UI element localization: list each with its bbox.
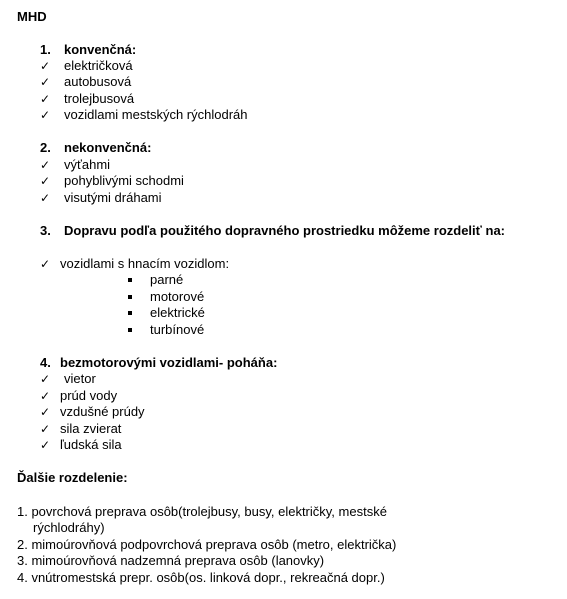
check-icon: ✓ [40,438,51,452]
list-item-label: autobusová [64,74,132,89]
further-item: 2. mimoúrovňová podpovrchová preprava osôb (metro, električka) [17,537,397,552]
square-bullet-icon [128,328,132,332]
square-bullet-icon [128,311,132,315]
section-3-heading: Dopravu podľa použitého dopravného prostriedku môžeme rozdeliť na: [64,223,505,238]
list-item-label: výťahmi [64,157,111,172]
list-item-label: prúd vody [60,388,118,403]
section-4-heading: bezmotorovými vozidlami- poháňa: [60,355,278,370]
list-item-label: sila zvierat [60,421,122,436]
check-icon: ✓ [40,75,51,89]
check-icon: ✓ [40,389,51,403]
further-heading: Ďalšie rozdelenie: [17,470,128,485]
list-item-label: vietor [64,371,96,386]
check-icon: ✓ [40,257,51,271]
sub-list-item-label: motorové [150,289,205,304]
check-icon: ✓ [40,158,51,172]
check-icon: ✓ [40,59,51,73]
section-3-number: 3. [40,223,51,238]
sub-list-item-label: turbínové [150,322,205,337]
further-item: 1. povrchová preprava osôb(trolejbusy, busy, električky, mestské [17,504,387,519]
section-4-number: 4. [40,355,51,370]
list-item-label: vozidlami s hnacím vozidlom: [60,256,230,271]
list-item-label: vozidlami mestských rýchlodráh [64,107,248,122]
sub-list-item-label: elektrické [150,305,205,320]
sub-list-item-label: parné [150,272,184,287]
section-2-heading: nekonvenčná: [64,140,152,155]
list-item-label: vzdušné prúdy [60,404,145,419]
section-1-heading: konvenčná: [64,42,137,57]
check-icon: ✓ [40,92,51,106]
section-2-number: 2. [40,140,51,155]
list-item-label: visutými dráhami [64,190,162,205]
document-title: MHD [17,9,47,24]
further-item: 3. mimoúrovňová nadzemná preprava osôb (lanovky) [17,553,325,568]
further-item-continuation: rýchlodráhy) [33,520,105,535]
check-icon: ✓ [40,174,51,188]
check-icon: ✓ [40,108,51,122]
list-item-label: ľudská sila [60,437,122,452]
section-1-number: 1. [40,42,51,57]
check-icon: ✓ [40,191,51,205]
list-item-label: trolejbusová [64,91,135,106]
check-icon: ✓ [40,405,51,419]
list-item-label: električková [64,58,133,73]
further-item: 4. vnútromestská prepr. osôb(os. linková dopr., rekreačná dopr.) [17,570,385,585]
square-bullet-icon [128,278,132,282]
square-bullet-icon [128,295,132,299]
list-item-label: pohyblivými schodmi [64,173,184,188]
check-icon: ✓ [40,372,51,386]
check-icon: ✓ [40,422,51,436]
